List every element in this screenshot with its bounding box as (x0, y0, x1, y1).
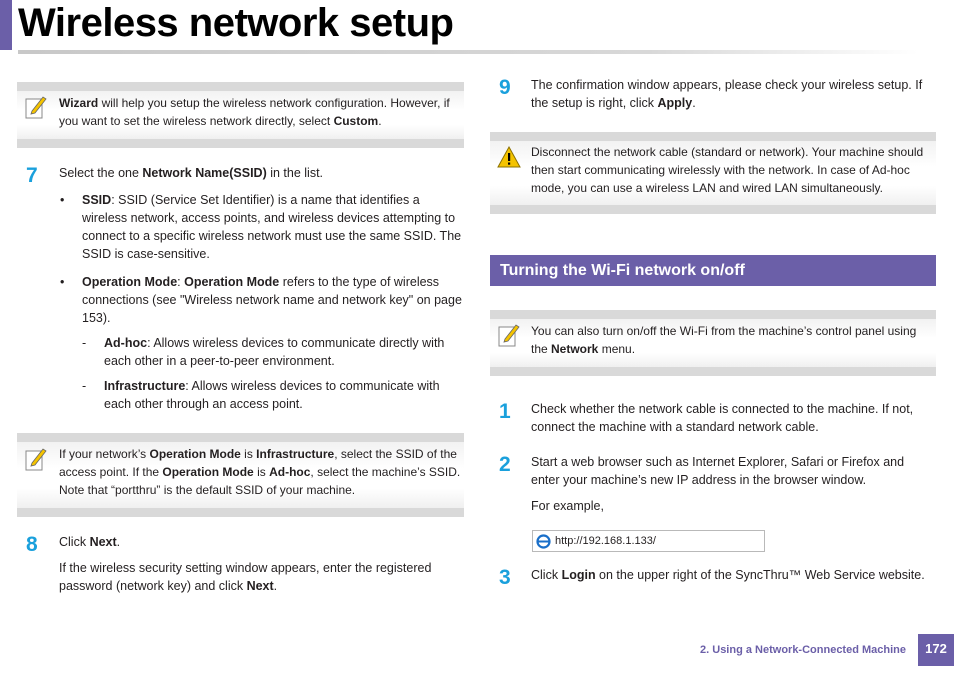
step-number-3: 3 (499, 566, 511, 589)
note-control-panel-text: You can also turn on/off the Wi-Fi from the machine’s control panel using the Network menu. (531, 324, 917, 356)
note-pencil-icon (24, 446, 48, 472)
step-3-text: Click Login on the upper right of the SyncThru™ Web Service website. (531, 568, 925, 582)
step-1-text: Check whether the network cable is connected to the machine. If not, connect the machine with a standard network cable. (531, 402, 914, 434)
sub-bullet-infrastructure-text: Infrastructure: Allows wireless devices to communicate with each other through an access point. (104, 379, 440, 411)
title-accent-bar (0, 0, 12, 50)
step-8-text: Click Next. (59, 535, 121, 549)
page-number: 172 (918, 634, 954, 666)
bullet-mark: • (60, 193, 65, 207)
step-number-2: 2 (499, 453, 511, 476)
step-8-detail: If the wireless security setting window appears, enter the registered password (network key) and click Next. (59, 561, 432, 593)
bullet-ssid-text: SSID: SSID (Service Set Identifier) is a name that identifies a wireless network, access points, and wireless devices attempting to connect to a specific wireless network must use the same SSID. The SSID is case-sensitive. (82, 193, 462, 261)
title-divider (18, 50, 918, 54)
step-2-text: Start a web browser such as Internet Explorer, Safari or Firefox and enter your machine’s new IP address in the browser window. (531, 455, 905, 487)
step-number-1: 1 (499, 400, 511, 423)
step-number-8: 8 (26, 533, 38, 556)
note-pencil-icon (497, 322, 521, 348)
warning-icon (497, 145, 521, 171)
step-7-text: Select the one Network Name(SSID) in the list. (59, 166, 324, 180)
sub-bullet-mark: - (82, 336, 87, 350)
section-header-wifi: Turning the Wi-Fi network on/off (490, 255, 936, 286)
url-text: http://192.168.1.133/ (555, 535, 656, 547)
warning-text: Disconnect the network cable (standard or network). Your machine should then start communicating wirelessly with the network. In case of Ad-hoc mode, you can use a wireless LAN and wired LAN simultaneously. (531, 145, 924, 195)
note-operation-mode-text: If your network’s Operation Mode is Infrastructure, select the SSID of the access point. If the Operation Mode is Ad-hoc, select the machine’s SSID. Note that “portthru” is the default SSID of your machine. (59, 447, 461, 497)
browser-icon (536, 534, 551, 549)
note-pencil-icon (24, 94, 48, 120)
step-number-9: 9 (499, 76, 511, 99)
bullet-operation-mode-text: Operation Mode: Operation Mode refers to the type of wireless connections (see "Wireless network name and network key" on page 153). (82, 275, 462, 325)
sub-bullet-adhoc-text: Ad-hoc: Allows wireless devices to communicate directly with each other in a peer-to-peer environment. (104, 336, 445, 368)
browser-address-bar[interactable] (532, 530, 765, 552)
page-title: Wireless network setup (18, 1, 454, 45)
step-9-text: The confirmation window appears, please check your wireless setup. If the setup is right, click Apply. (531, 78, 923, 110)
step-2-example: For example, (531, 499, 604, 513)
footer-chapter: 2. Using a Network-Connected Machine (700, 644, 906, 656)
step-number-7: 7 (26, 164, 38, 187)
note-wizard-text: Wizard will help you setup the wireless network configuration. However, if you want to set the wireless network directly, select Custom. (59, 96, 450, 128)
sub-bullet-mark: - (82, 379, 87, 393)
bullet-mark: • (60, 275, 65, 289)
